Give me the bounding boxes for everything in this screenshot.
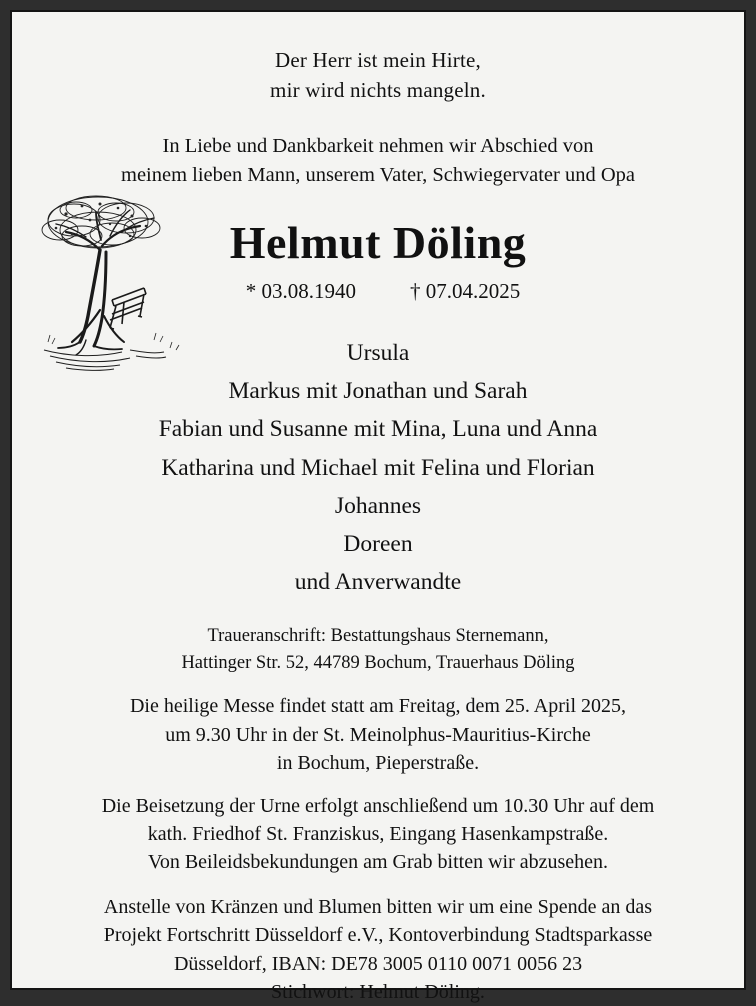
verse-block bbox=[42, 46, 714, 106]
service-line-1: Die heilige Messe findet statt am Freitag, dem 25. April 2025, bbox=[129, 695, 626, 718]
mourning-address-line-2: Hattinger Str. 52, 44789 Bochum, Trauerhaus Döling bbox=[181, 652, 575, 673]
intro-line-1: In Liebe und Dankbarkeit nehmen wir Abschied von bbox=[162, 134, 594, 157]
mourning-address-block bbox=[42, 623, 714, 677]
family-line-4: Katharina und Michael mit Felina und Florian bbox=[161, 454, 595, 481]
donation-line-2: Projekt Fortschritt Düsseldorf e.V., Kontoverbindung Stadtsparkasse bbox=[103, 924, 653, 947]
obituary-card bbox=[10, 10, 746, 1003]
family-line-6: Doreen bbox=[343, 530, 413, 557]
donation-line-1: Anstelle von Kränzen und Blumen bitten wir um eine Spende an das bbox=[103, 895, 653, 918]
family-line-1: Ursula bbox=[346, 340, 410, 367]
donation-line-4: Stichwort: Helmut Döling. bbox=[271, 980, 485, 1003]
burial-line-2: kath. Friedhof St. Franziskus, Eingang Hasenkampstraße. bbox=[147, 822, 609, 845]
family-line-7: und Anverwandte bbox=[294, 568, 462, 595]
burial-line-1: Die Beisetzung der Urne erfolgt anschließend um 10.30 Uhr auf dem bbox=[101, 794, 655, 817]
donation-line-3: Düsseldorf, IBAN: DE78 3005 0110 0071 0056 23 bbox=[173, 952, 583, 975]
family-line-5: Johannes bbox=[334, 492, 422, 519]
obituary-content bbox=[12, 12, 744, 1003]
verse-line-1: Der Herr ist mein Hirte, bbox=[275, 48, 481, 72]
mourning-address-line-1: Traueranschrift: Bestattungshaus Sternemann, bbox=[207, 625, 549, 646]
intro-block bbox=[42, 132, 714, 191]
tree-with-bench-illustration bbox=[26, 190, 216, 380]
family-line-2: Markus mit Jonathan und Sarah bbox=[228, 378, 528, 405]
donation-block bbox=[42, 893, 714, 1006]
birth-date: * 03.08.1940 bbox=[245, 279, 356, 304]
burial-line-3: Von Beileidsbekundungen am Grab bitten wir abzusehen. bbox=[147, 851, 609, 874]
deceased-name: Helmut Döling bbox=[229, 217, 527, 269]
intro-line-2: meinem lieben Mann, unserem Vater, Schwiegervater und Opa bbox=[121, 164, 635, 187]
service-block bbox=[42, 692, 714, 777]
service-line-3: in Bochum, Pieperstraße. bbox=[276, 752, 480, 775]
verse-line-2: mir wird nichts mangeln. bbox=[270, 77, 486, 102]
service-line-2: um 9.30 Uhr in der St. Meinolphus-Mauritius-Kirche bbox=[165, 723, 591, 746]
death-date: † 07.04.2025 bbox=[410, 279, 521, 304]
family-line-3: Fabian und Susanne mit Mina, Luna und Anna bbox=[158, 416, 598, 443]
burial-block bbox=[42, 792, 714, 877]
